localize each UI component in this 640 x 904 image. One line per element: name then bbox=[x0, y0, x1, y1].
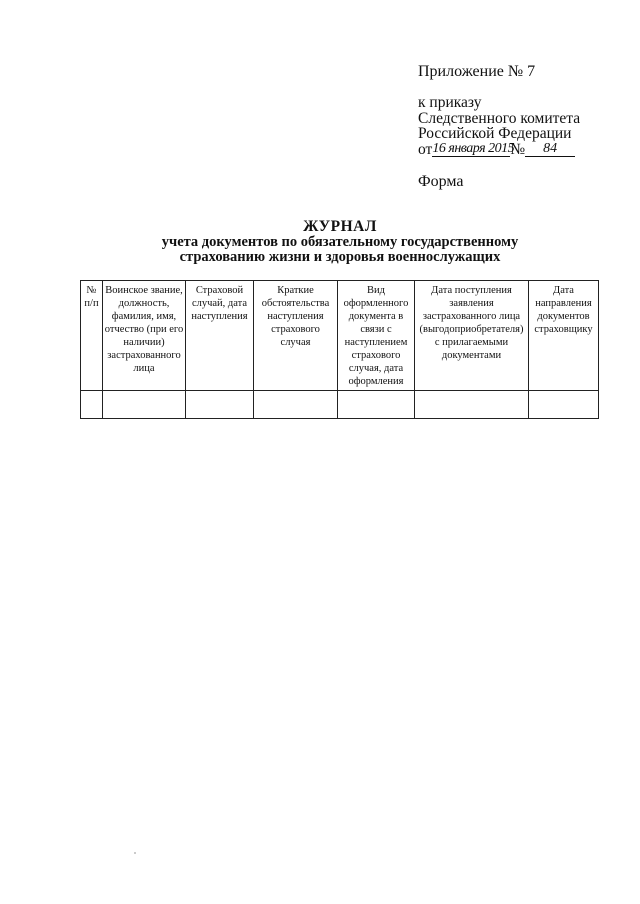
journal-title: ЖУРНАЛ bbox=[303, 218, 377, 235]
column-header-number: № п/п bbox=[81, 281, 103, 391]
column-header-application-date: Дата поступления заявления застрахованного лица (выгодоприобретателя) с прилагаемыми документами bbox=[415, 281, 529, 391]
column-header-insured-event: Страховой случай, дата наступления bbox=[186, 281, 254, 391]
table-cell[interactable] bbox=[254, 391, 338, 419]
handwritten-number: 84 bbox=[525, 142, 575, 157]
order-reference bbox=[418, 95, 618, 157]
column-header-circumstances: Краткие обстоятельства наступления страхового случая bbox=[254, 281, 338, 391]
order-line-3: Российской Федерации bbox=[418, 125, 572, 142]
number-sign: № bbox=[510, 140, 526, 158]
order-line-1: к приказу bbox=[418, 94, 482, 111]
table-cell[interactable] bbox=[338, 391, 415, 419]
journal-subtitle-line-2: страхованию жизни и здоровья военнослужащих bbox=[179, 249, 501, 265]
appendix-header bbox=[418, 62, 618, 191]
order-date-line bbox=[418, 142, 618, 158]
table-cell[interactable] bbox=[186, 391, 254, 419]
handwritten-date: 16 января 2015 bbox=[432, 141, 515, 156]
scan-speck bbox=[134, 852, 136, 854]
table-cell[interactable] bbox=[529, 391, 599, 419]
journal-table bbox=[80, 280, 599, 419]
journal-heading bbox=[80, 219, 600, 265]
appendix-title: Приложение № 7 bbox=[418, 63, 536, 80]
column-header-serviceman: Воинское звание, должность, фамилия, имя, отчество (при его наличии) застрахованного лица bbox=[103, 281, 186, 391]
table-cell[interactable] bbox=[103, 391, 186, 419]
journal-subtitle-line-1: учета документов по обязательному государственному bbox=[161, 234, 519, 250]
order-line-2: Следственного комитета bbox=[418, 109, 581, 127]
column-header-sent-date: Дата направления документов страховщику bbox=[529, 281, 599, 391]
table-header-row bbox=[81, 281, 599, 391]
date-prefix: от bbox=[418, 140, 433, 158]
column-header-document-type: Вид оформленного документа в связи с наступлением страхового случая, дата оформления bbox=[338, 281, 415, 391]
table-cell[interactable] bbox=[81, 391, 103, 419]
form-label: Форма bbox=[418, 173, 464, 190]
table-cell[interactable] bbox=[415, 391, 529, 419]
table-row bbox=[81, 391, 599, 419]
